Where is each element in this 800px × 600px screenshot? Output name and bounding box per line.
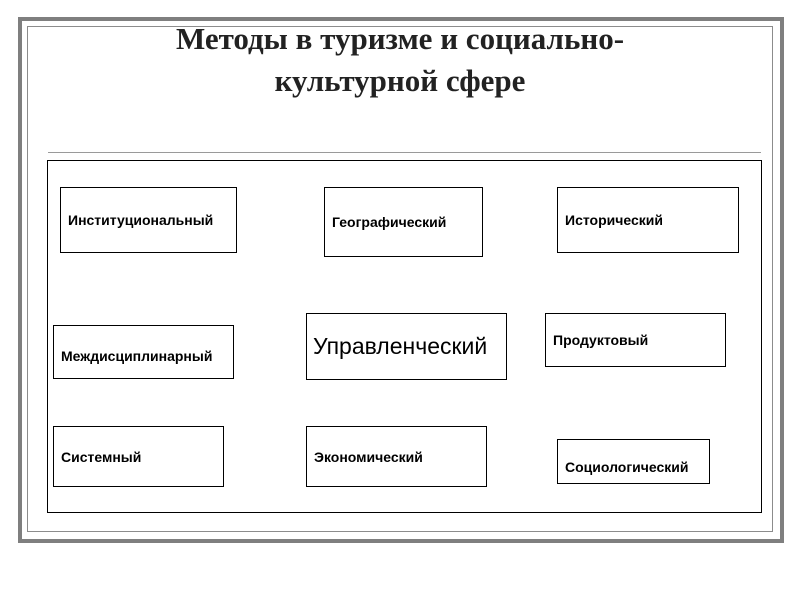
slide-title-line-2: культурной сфере — [274, 63, 526, 98]
method-box-product: Продуктовый — [545, 313, 726, 367]
title-divider — [48, 152, 761, 153]
method-box-managerial: Управленческий — [306, 313, 507, 380]
method-box-systemic: Системный — [53, 426, 224, 487]
method-box-sociological: Социологический — [557, 439, 710, 484]
slide-title — [100, 18, 700, 102]
method-box-interdisciplinary: Междисциплинарный — [53, 325, 234, 379]
slide-title-line-1: Методы в туризме и социально- — [175, 21, 625, 56]
method-box-economic: Экономический — [306, 426, 487, 487]
method-box-geographic: Географический — [324, 187, 483, 257]
method-box-institutional: Институциональный — [60, 187, 237, 253]
method-box-historical: Исторический — [557, 187, 739, 253]
